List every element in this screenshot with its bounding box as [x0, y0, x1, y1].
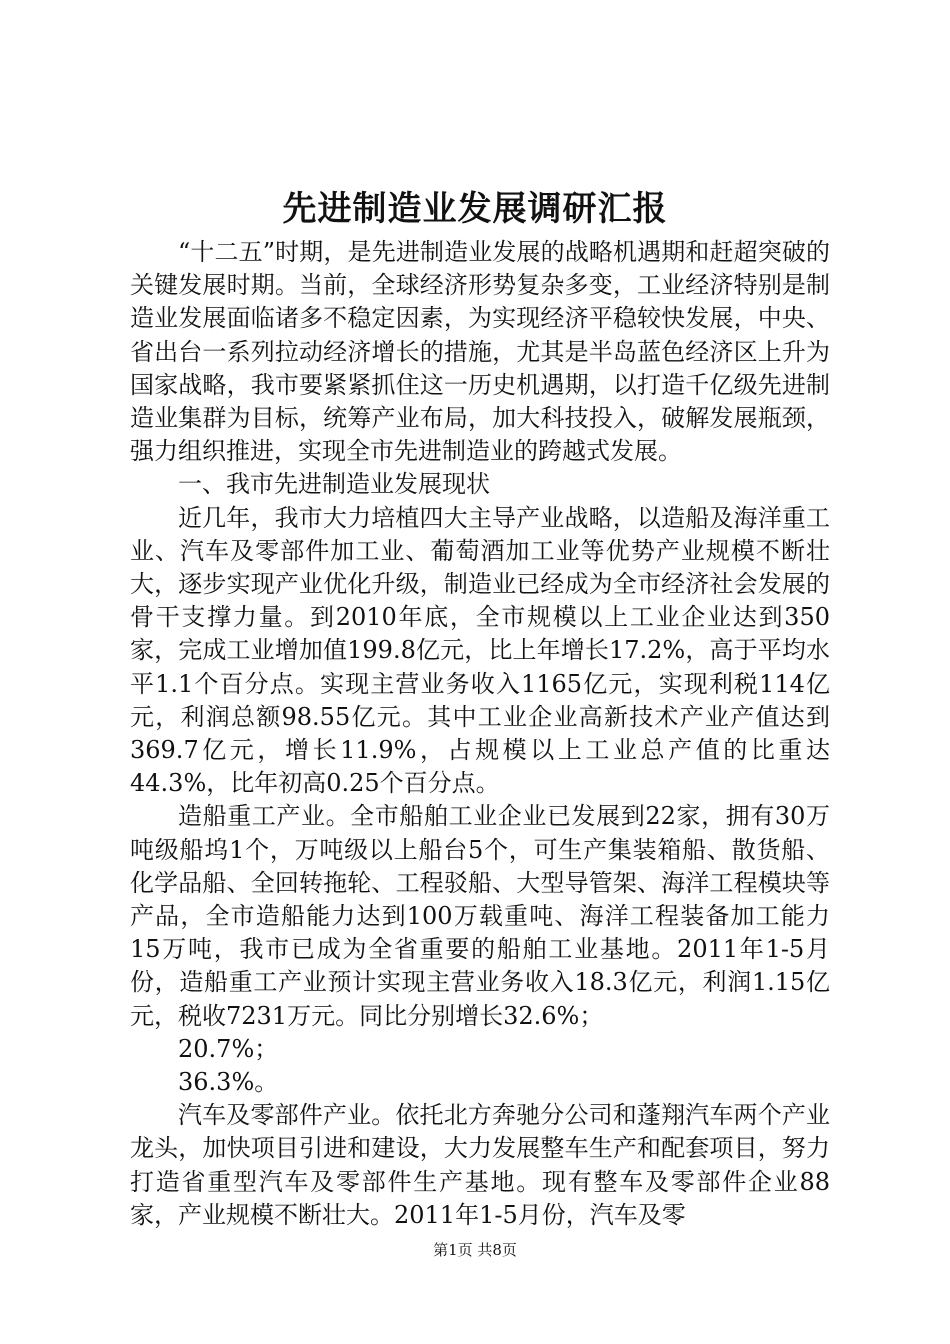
paragraph-intro: “十二五”时期，是先进制造业发展的战略机遇期和赶超突破的关键发展时期。当前，全球经济形势复杂多变，工业经济特别是制造业发展面临诸多不稳定因素，为实现经济平稳较快发展，中央、省出台一系列拉动经济增长的措施，尤其是半岛蓝色经济区上升为国家战略，我市要紧紧抓住这一历史机遇期，以打造千亿级先进制造业集群为目标，统筹产业布局，加大科技投入，破解发展瓶颈，强力组织推进，实现全市先进制造业的跨越式发展。	[130, 238, 830, 466]
paragraph-automotive: 汽车及零部件产业。依托北方奔驰分公司和蓬翔汽车两个产业龙头，加快项目引进和建设，大力发展整车生产和配套项目，努力打造省重型汽车及零部件生产基地。现有整车及零部件企业88家，产业规模不断壮大。2011年1-5月份，汽车及零	[130, 1101, 830, 1229]
section-heading: 一、我市先进制造业发展现状	[178, 470, 490, 499]
paragraph-overview: 近几年，我市大力培植四大主导产业战略，以造船及海洋重工业、汽车及零部件加工业、葡萄酒加工业等优势产业规模不断壮大，逐步实现产业优化升级，制造业已经成为全市经济社会发展的骨干支撑力量。到2010年底，全市规模以上工业企业达到350家，完成工业增加值199.8亿元，比上年增长17.2%，高于平均水平1.1个百分点。实现主营业务收入1165亿元，实现利税114亿元，利润总额98.55亿元。其中工业企业高新技术产业产值达到369.7亿元，增长11.9%，占规模以上工业总产值的比重达44.3%，比年初高0.25个百分点。	[130, 503, 830, 798]
paragraph-fragment-2: 36.3%。	[178, 1068, 279, 1097]
paragraph-fragment-1: 20.7%；	[178, 1034, 279, 1063]
document-body	[130, 236, 830, 1232]
page-footer: 第1页 共8页	[433, 1241, 517, 1259]
paragraph-shipbuilding: 造船重工产业。全市船舶工业企业已发展到22家，拥有30万吨级船坞1个，万吨级以上船台5个，可生产集装箱船、散货船、化学品船、全回转拖轮、工程驳船、大型导管架、海洋工程模块等产品，全市造船能力达到100万载重吨、海洋工程装备加工能力15万吨，我市已成为全省重要的船舶工业基地。2011年1-5月份，造船重工产业预计实现主营业务收入18.3亿元，利润1.15亿元，税收7231万元。同比分别增长32.6%；	[130, 802, 830, 1030]
document-title: 先进制造业发展调研汇报	[282, 189, 668, 229]
